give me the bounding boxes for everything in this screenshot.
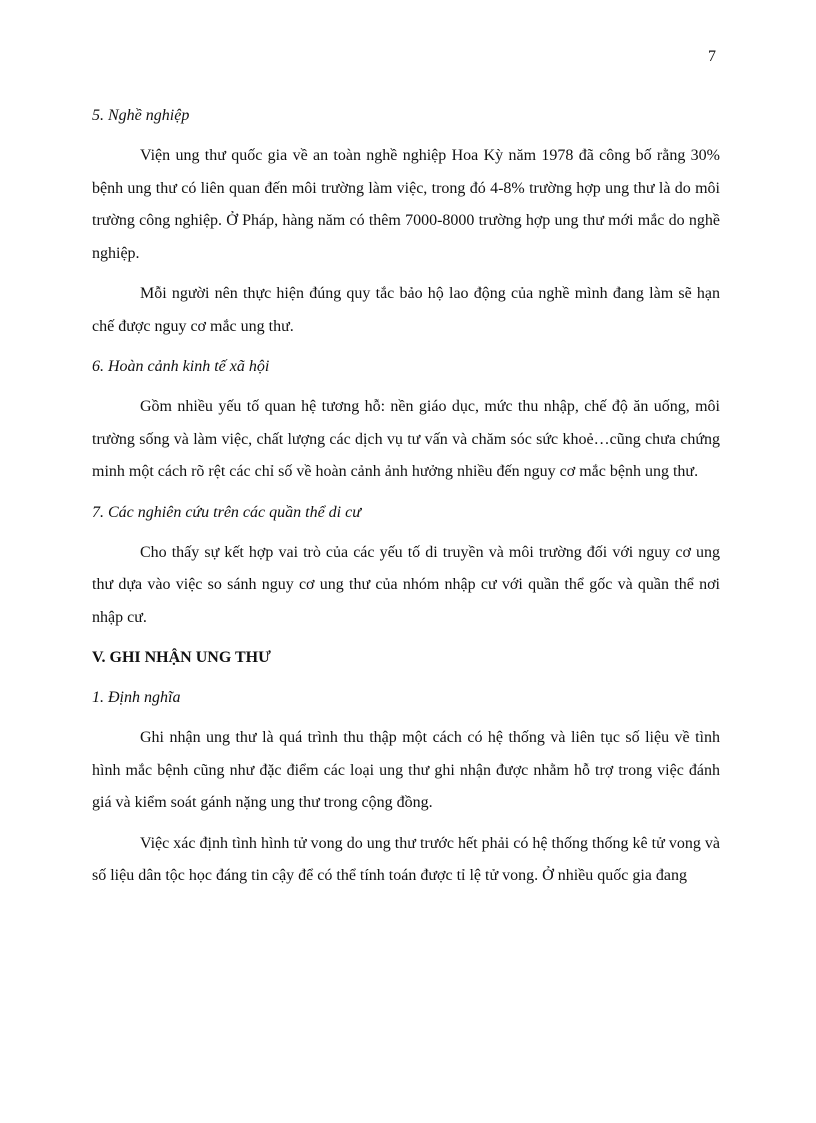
paragraph-hoan-canh-kinh-te: Gồm nhiều yếu tố quan hệ tương hỗ: nền giáo dục, mức thu nhập, chế độ ăn uống, môi trường sống và làm việc, chất lượng các dịch vụ tư vấn và chăm sóc sức khoẻ…cũng chưa chứng minh một cách rõ rệt các chỉ số về hoàn cảnh ảnh hưởng nhiều đến nguy cơ mắc bệnh ung thư. bbox=[92, 398, 720, 480]
subheading-nghe-nghiep: 5. Nghề nghiệp bbox=[92, 107, 190, 124]
paragraph-dinh-nghia-2: Việc xác định tình hình tử vong do ung thư trước hết phải có hệ thống thống kê tử vong và số liệu dân tộc học đáng tin cậy để có thể tính toán được tỉ lệ tử vong. Ở nhiều quốc gia đang bbox=[92, 834, 720, 884]
paragraph-dinh-nghia-1: Ghi nhận ung thư là quá trình thu thập một cách có hệ thống và liên tục số liệu về tình hình mắc bệnh cũng như đặc điểm các loại ung thư ghi nhận được nhằm hỗ trợ trong việc đánh giá và kiểm soát gánh nặng ung thư trong cộng đồng. bbox=[92, 729, 720, 811]
paragraph-quan-the-di-cu: Cho thấy sự kết hợp vai trò của các yếu tố di truyền và môi trường đối với nguy cơ ung thư dựa vào việc so sánh nguy cơ ung thư của nhóm nhập cư với quần thể gốc và quần thể nơi nhập cư. bbox=[92, 543, 720, 626]
subheading-quan-the-di-cu: 7. Các nghiên cứu trên các quần thể di cư bbox=[92, 503, 361, 521]
page-number: 7 bbox=[708, 48, 716, 65]
section-heading-ghi-nhan-ung-thu: V. GHI NHẬN UNG THƯ bbox=[92, 649, 271, 666]
page-content bbox=[92, 100, 720, 901]
subheading-hoan-canh-kinh-te: 6. Hoàn cảnh kinh tế xã hội bbox=[92, 358, 270, 375]
paragraph-nghe-nghiep-2: Mỗi người nên thực hiện đúng quy tắc bảo hộ lao động của nghề mình đang làm sẽ hạn chế được nguy cơ mắc ung thư. bbox=[92, 285, 720, 335]
paragraph-nghe-nghiep-1: Viện ung thư quốc gia về an toàn nghề nghiệp Hoa Kỳ năm 1978 đã công bố rằng 30% bệnh ung thư có liên quan đến môi trường làm việc, trong đó 4-8% trường hợp ung thư là do môi trường công nghiệp. Ở Pháp, hàng năm có thêm 7000-8000 trường hợp ung thư mới mắc do nghề nghiệp. bbox=[92, 147, 720, 262]
subheading-dinh-nghia: 1. Định nghĩa bbox=[92, 689, 181, 706]
